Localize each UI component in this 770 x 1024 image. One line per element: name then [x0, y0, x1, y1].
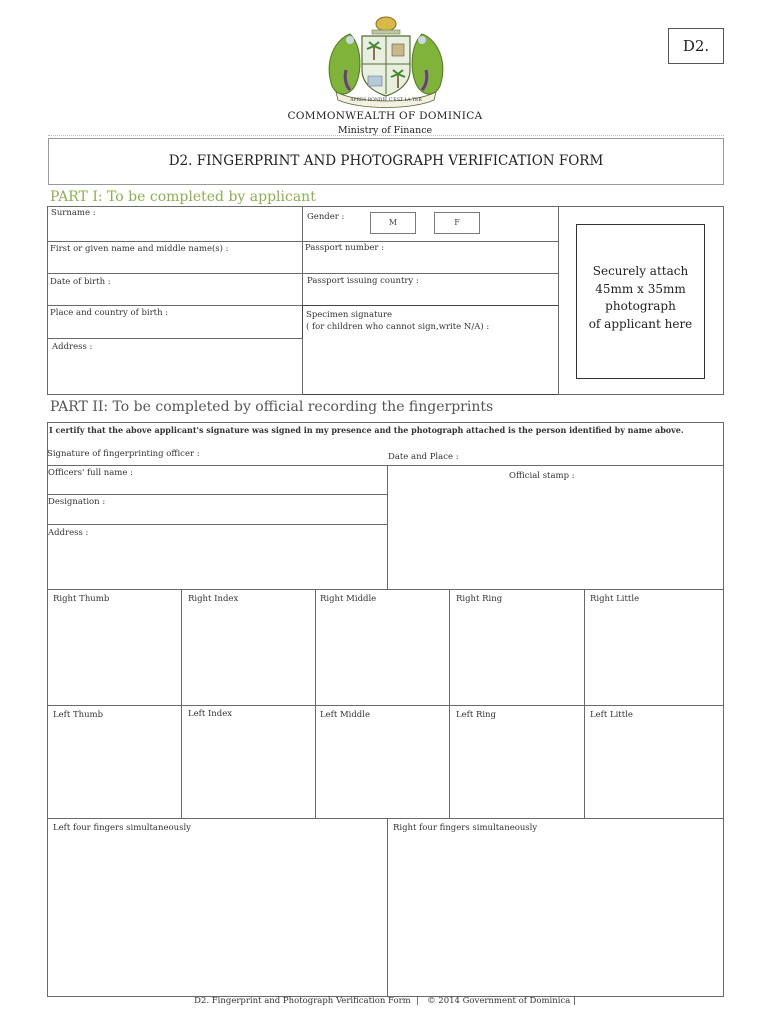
left-thumb-label: Left Thumb: [53, 710, 104, 720]
dob-label: Date of birth :: [50, 277, 111, 287]
right-four-fingers-label: Right four fingers simultaneously: [393, 823, 538, 833]
designation-label: Designation :: [48, 497, 106, 507]
left-middle-box[interactable]: [315, 705, 450, 819]
right-middle-box[interactable]: [315, 589, 450, 706]
left-index-label: Left Index: [188, 709, 233, 719]
officer-address-field[interactable]: [47, 524, 388, 590]
officer-address-label: Address :: [48, 528, 89, 538]
ministry-name: Ministry of Finance: [337, 125, 433, 136]
left-middle-label: Left Middle: [320, 710, 370, 720]
right-ring-box[interactable]: [449, 589, 585, 706]
place-of-birth-label: Place and country of birth :: [50, 308, 169, 318]
gender-f-checkbox[interactable]: F: [434, 212, 480, 234]
photo-line-4: of applicant here: [588, 316, 693, 331]
form-code: D2.: [682, 37, 710, 55]
applicant-address-label: Address :: [52, 342, 93, 352]
right-index-label: Right Index: [188, 594, 239, 604]
part1-heading: PART I: To be completed by applicant: [50, 189, 316, 205]
emblem-motto: APRES BONDIE C'EST LA TER: [350, 98, 422, 103]
right-little-box[interactable]: [584, 589, 724, 706]
left-index-box[interactable]: [181, 705, 316, 819]
photo-frame[interactable]: [576, 224, 705, 379]
footer-text: D2. Fingerprint and Photograph Verification Form | © 2014 Government of Dominica |: [194, 996, 576, 1006]
officer-signature-label: Signature of fingerprinting officer :: [47, 449, 200, 459]
country-name: COMMONWEALTH OF DOMINICA: [287, 110, 483, 122]
left-ring-label: Left Ring: [456, 710, 496, 720]
right-middle-label: Right Middle: [320, 594, 377, 604]
specimen-signature-note: ( for children who cannot sign,write N/A) :: [306, 322, 490, 332]
right-index-box[interactable]: [181, 589, 316, 706]
official-stamp-label: Official stamp :: [509, 471, 575, 481]
right-four-fingers-box[interactable]: [387, 818, 724, 997]
left-little-box[interactable]: [584, 705, 724, 819]
first-name-label: First or given name and middle name(s) :: [50, 244, 229, 254]
left-four-fingers-label: Left four fingers simultaneously: [53, 823, 191, 833]
right-thumb-box[interactable]: [47, 589, 182, 706]
official-stamp-area[interactable]: [387, 465, 724, 590]
form-code-box: [668, 28, 724, 64]
photo-line-3: photograph: [605, 299, 676, 313]
photo-line-2: 45mm x 35mm: [595, 281, 686, 296]
left-little-label: Left Little: [590, 710, 633, 720]
specimen-signature-label: Specimen signature: [306, 310, 393, 320]
gender-m-checkbox[interactable]: M: [370, 212, 416, 234]
left-thumb-box[interactable]: [47, 705, 182, 819]
surname-label: Surname :: [51, 208, 96, 218]
left-ring-box[interactable]: [449, 705, 585, 819]
right-ring-label: Right Ring: [456, 594, 503, 604]
header-rule: [48, 135, 724, 136]
form-title: D2. FINGERPRINT AND PHOTOGRAPH VERIFICATION FORM: [168, 153, 604, 169]
certification-text: I certify that the above applicant's signature was signed in my presence and the photograph attached is the person identified by name above.: [49, 425, 684, 435]
passport-country-label: Passport issuing country :: [307, 276, 419, 286]
date-place-label: Date and Place :: [388, 452, 459, 462]
officer-name-label: Officers' full name :: [48, 468, 133, 478]
right-thumb-label: Right Thumb: [53, 594, 110, 604]
left-four-fingers-box[interactable]: [47, 818, 388, 997]
gender-label: Gender :: [307, 212, 345, 222]
photo-instructions: [577, 263, 704, 333]
coat-of-arms-emblem: [316, 12, 456, 108]
title-box: [48, 138, 724, 185]
right-little-label: Right Little: [590, 594, 640, 604]
passport-number-label: Passport number :: [305, 243, 384, 253]
part2-heading: PART II: To be completed by official recording the fingerprints: [50, 399, 494, 415]
photo-line-1: Securely attach: [592, 264, 689, 278]
